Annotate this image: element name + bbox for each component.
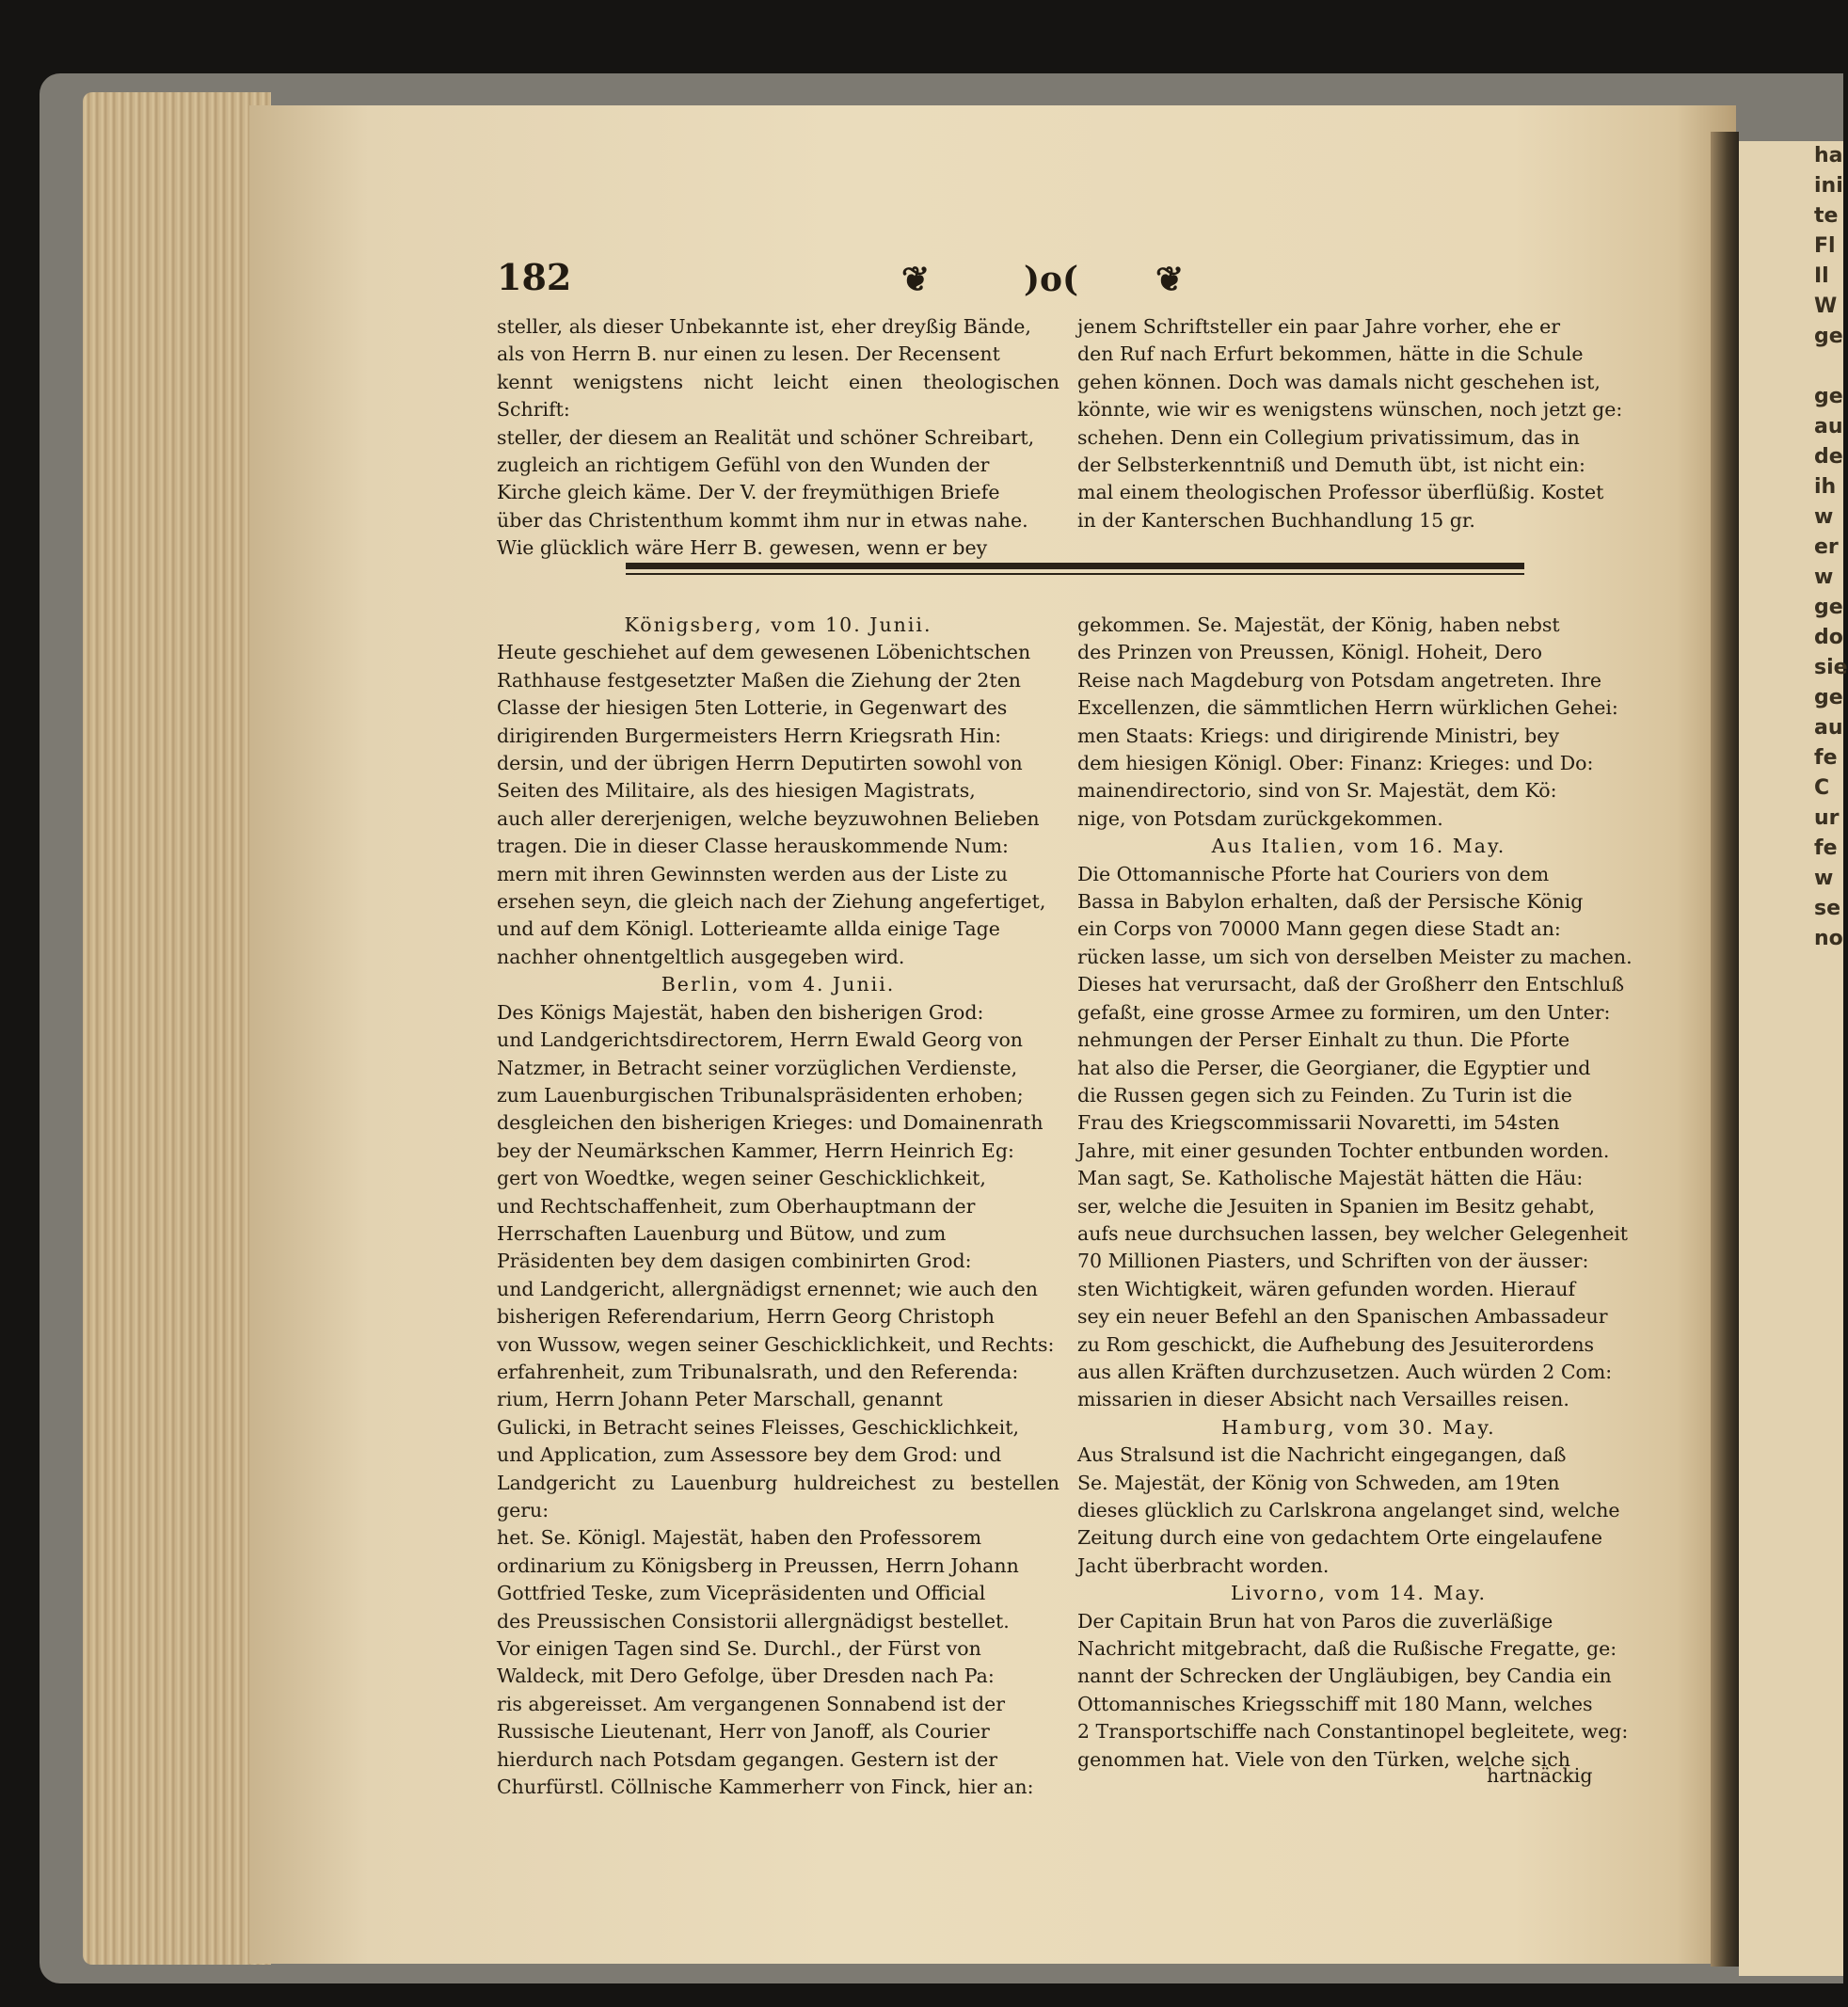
text-line: steller, der diesem an Realität und schöner Schreibart,: [497, 425, 1035, 449]
text-line: Herrschaften Lauenburg und Bütow, und zum: [497, 1221, 947, 1245]
review-text-right: [1077, 313, 1640, 534]
text-line: und Rechtschaffenheit, zum Oberhauptmann der: [497, 1194, 976, 1218]
next-page-fragment: se: [1814, 897, 1841, 920]
text-line: bey der Neumärkschen Kammer, Herrn Heinrich Eg:: [497, 1139, 1014, 1162]
text-line: und Landgericht, allergnädigst ernennet; wie auch den: [497, 1277, 1038, 1300]
next-page-fragment: w: [1814, 565, 1834, 589]
text-line: gekommen. Se. Majestät, der König, haben nebst: [1077, 613, 1560, 636]
text-line: gert von Woedtke, wegen seiner Geschicklichkeit,: [497, 1167, 986, 1190]
text-line: Berlin, vom 4. Junii.: [661, 973, 896, 996]
text-line: missarien in dieser Absicht nach Versailles reisen.: [1077, 1388, 1569, 1411]
next-page-fragment: C: [1814, 776, 1830, 800]
text-line: in der Kanterschen Buchhandlung 15 gr.: [1077, 508, 1475, 532]
text-line: Dieses hat verursacht, daß der Großherr den Entschluß: [1077, 973, 1625, 996]
text-line: aufs neue durchsuchen lassen, bey welcher Gelegenheit: [1077, 1221, 1628, 1245]
text-line: tragen. Die in dieser Classe herauskommende Num:: [497, 835, 1009, 858]
text-line: von Wussow, wegen seiner Geschicklichkeit, und Rechts:: [497, 1332, 1055, 1356]
text-line: ein Corps von 70000 Mann gegen diese Stadt an:: [1077, 917, 1561, 941]
page-edges: [83, 92, 271, 1965]
text-line: nige, von Potsdam zurückgekommen.: [1077, 806, 1443, 830]
text-line: Kirche gleich käme. Der V. der freymüthigen Briefe: [497, 481, 1000, 504]
text-line: sey ein neuer Befehl an den Spanischen Ambassadeur: [1077, 1305, 1608, 1329]
text-line: Excellenzen, die sämmtlichen Herrn würklichen Gehei:: [1077, 696, 1618, 720]
text-line: zu Rom geschickt, die Aufhebung des Jesuiterordens: [1077, 1332, 1595, 1356]
next-page-edge: [1739, 141, 1848, 1976]
text-line: Nachricht mitgebracht, daß die Rußische Fregatte, ge:: [1077, 1637, 1617, 1661]
text-line: Vor einigen Tagen sind Se. Durchl., der Fürst von: [497, 1637, 981, 1661]
text-line: die Russen gegen sich zu Feinden. Zu Turin ist die: [1077, 1083, 1572, 1107]
text-line: und Application, zum Assessore bey dem Grod: und: [497, 1443, 1002, 1467]
next-page-fragment: W: [1814, 295, 1838, 318]
divider-rule: [626, 563, 1524, 569]
text-line: ordinarium zu Königsberg in Preussen, Herrn Johann: [497, 1553, 1019, 1577]
next-page-fragment: de: [1814, 445, 1843, 469]
text-line: dersin, und der übrigen Herrn Deputirten sowohl von: [497, 752, 1023, 775]
text-line: zum Lauenburgischen Tribunalspräsidenten erhoben;: [497, 1083, 1024, 1107]
text-line: Churfürstl. Cöllnische Kammerherr von Finck, hier an:: [497, 1776, 1034, 1799]
next-page-fragment: [1814, 352, 1843, 382]
text-line: steller, als dieser Unbekannte ist, eher dreyßig Bände,: [497, 315, 1031, 338]
text-line: Wie glücklich wäre Herr B. gewesen, wenn er bey: [497, 536, 988, 560]
text-line: jenem Schriftsteller ein paar Jahre vorher, ehe er: [1077, 315, 1561, 338]
text-line: ser, welche die Jesuiten in Spanien im Besitz gehabt,: [1077, 1194, 1596, 1218]
text-line: hat also die Perser, die Georgianer, die Egyptier und: [1077, 1056, 1591, 1079]
text-line: und Landgerichtsdirectorem, Herrn Ewald Georg von: [497, 1028, 1024, 1052]
text-line: und auf dem Königl. Lotterieamte allda einige Tage: [497, 917, 1000, 941]
text-line: schehen. Denn ein Collegium privatissimum, das in: [1077, 425, 1580, 449]
text-line: den Ruf nach Erfurt bekommen, hätte in die Schule: [1077, 342, 1584, 366]
text-line: als von Herrn B. nur einen zu lesen. Der Recensent: [497, 342, 1000, 366]
news-column-left: [497, 612, 1059, 1801]
text-line: desgleichen den bisherigen Krieges: und Domainenrath: [497, 1111, 1043, 1135]
text-line: mal einem theologischen Professor überflüßig. Kostet: [1077, 481, 1604, 504]
next-page-fragment: ur: [1814, 806, 1840, 830]
text-line: Man sagt, Se. Katholische Majestät hätten die Häu:: [1077, 1167, 1584, 1190]
text-line: Ottomannisches Kriegsschiff mit 180 Mann, welches: [1077, 1692, 1593, 1715]
review-text-left: [497, 313, 1059, 563]
ornament-right: ❦: [1155, 260, 1185, 299]
next-page-fragment: ge: [1814, 385, 1843, 408]
text-line: Zeitung durch eine von gedachtem Orte eingelaufene: [1077, 1526, 1603, 1550]
text-line: Königsberg, vom 10. Junii.: [624, 613, 932, 636]
text-line: erfahrenheit, zum Tribunalsrath, und den Referenda:: [497, 1360, 1019, 1383]
text-line: dirigirenden Burgermeisters Herrn Kriegsrath Hin:: [497, 724, 1002, 747]
text-line: zugleich an richtigem Gefühl von den Wunden der: [497, 454, 990, 477]
text-line: Se. Majestät, der König von Schweden, am 19ten: [1077, 1471, 1560, 1494]
text-line: ersehen seyn, die gleich nach der Ziehung angefertiget,: [497, 890, 1046, 914]
text-line: Frau des Kriegscommissarii Novaretti, im 54sten: [1077, 1111, 1560, 1135]
text-line: mern mit ihren Gewinnsten werden aus der Liste zu: [497, 862, 1008, 885]
text-line: bisherigen Referendarium, Herrn Georg Christoph: [497, 1305, 995, 1329]
text-line: ris abgereisset. Am vergangenen Sonnabend ist der: [497, 1692, 1006, 1715]
next-page-fragment: w: [1814, 867, 1834, 890]
next-page-fragment: er: [1814, 535, 1839, 559]
next-page-fragment: no: [1814, 927, 1843, 950]
text-line: Präsidenten bey dem dasigen combinirten Grod:: [497, 1250, 972, 1273]
text-line: könnte, wie wir es wenigstens wünschen, noch jetzt ge:: [1077, 398, 1623, 422]
gutter: [1711, 132, 1739, 1967]
text-line: dieses glücklich zu Carlskrona angelanget sind, welche: [1077, 1499, 1620, 1521]
text-line: aus allen Kräften durchzusetzen. Auch würden 2 Com:: [1077, 1360, 1613, 1383]
text-line: Classe der hiesigen 5ten Lotterie, in Gegenwart des: [497, 696, 1008, 720]
text-line: gehen können. Doch was damals nicht geschehen ist,: [1077, 370, 1601, 393]
text-line: kennt wenigstens nicht leicht einen theologischen Schrift:: [497, 370, 1059, 422]
text-line: 70 Millionen Piasters, und Schriften von der äusser:: [1077, 1250, 1589, 1273]
text-line: hierdurch nach Potsdam gegangen. Gestern ist der: [497, 1747, 998, 1771]
text-line: mainendirectorio, sind von Sr. Majestät, dem Kö:: [1077, 779, 1557, 803]
next-page-fragment: ge: [1814, 686, 1843, 709]
text-line: Der Capitain Brun hat von Paros die zuverläßige: [1077, 1609, 1553, 1633]
next-page-fragment: fe: [1814, 836, 1838, 860]
text-line: rücken lasse, um sich von derselben Meister zu machen.: [1077, 945, 1633, 968]
text-line: gefaßt, eine grosse Armee zu formiren, um den Unter:: [1077, 1000, 1611, 1024]
next-page-fragment: w: [1814, 505, 1834, 529]
next-page-fragment: sie: [1814, 656, 1848, 679]
news-column-right: [1077, 612, 1640, 1774]
next-page-fragment: fe: [1814, 746, 1838, 770]
text-line: het. Se. Königl. Majestät, haben den Professorem: [497, 1526, 982, 1550]
text-line: Waldeck, mit Dero Gefolge, über Dresden nach Pa:: [497, 1665, 995, 1688]
text-line: Gottfried Teske, zum Vicepräsidenten und Official: [497, 1582, 986, 1605]
ornament-center: )o(: [1024, 260, 1079, 299]
text-line: Bassa in Babylon erhalten, daß der Persische König: [1077, 890, 1584, 914]
text-line: Livorno, vom 14. May.: [1230, 1582, 1488, 1605]
text-line: nannt der Schrecken der Ungläubigen, bey Candia ein: [1077, 1665, 1612, 1688]
text-line: Natzmer, in Betracht seiner vorzüglichen Verdienste,: [497, 1056, 1018, 1079]
text-line: auch aller dererjenigen, welche beyzuwohnen Belieben: [497, 806, 1040, 830]
page-number: 182: [497, 256, 572, 298]
text-line: Des Königs Majestät, haben den bisherigen Grod:: [497, 1000, 984, 1024]
text-line: Landgericht zu Lauenburg huldreichest zu bestellen geru:: [497, 1471, 1059, 1521]
text-line: Gulicki, in Betracht seines Fleisses, Geschicklichkeit,: [497, 1415, 1019, 1439]
next-page-fragment: do: [1814, 626, 1843, 649]
page-header: [497, 256, 1522, 309]
next-page-fragment: ih: [1814, 475, 1837, 499]
next-page-fragment: ha: [1814, 144, 1843, 167]
text-line: Jahre, mit einer gesunden Tochter entbunden worden.: [1077, 1139, 1610, 1162]
text-line: Heute geschiehet auf dem gewesenen Löbenichtschen: [497, 641, 1031, 664]
text-line: dem hiesigen Königl. Ober: Finanz: Krieges: und Do:: [1077, 752, 1594, 775]
next-page-fragment: ge: [1814, 596, 1843, 619]
next-page-fragment: te: [1814, 204, 1839, 228]
text-line: des Prinzen von Preussen, Königl. Hoheit, Dero: [1077, 641, 1542, 664]
text-line: Seiten des Militaire, als des hiesigen Magistrats,: [497, 779, 976, 803]
text-line: Aus Stralsund ist die Nachricht eingegangen, daß: [1077, 1443, 1567, 1467]
text-line: nachher ohnentgeltlich ausgegeben wird.: [497, 945, 905, 968]
next-page-fragment: Fl: [1814, 234, 1836, 258]
text-line: der Selbsterkenntniß und Demuth übt, ist nicht ein:: [1077, 454, 1585, 477]
text-line: Jacht überbracht worden.: [1077, 1553, 1330, 1577]
text-line: Rathhause festgesetzter Maßen die Ziehung der 2ten: [497, 668, 1021, 692]
text-line: Hamburg, vom 30. May.: [1221, 1415, 1496, 1439]
text-line: 2 Transportschiffe nach Constantinopel begleitete, weg:: [1077, 1720, 1629, 1744]
ornament-left: ❦: [901, 260, 931, 299]
text-line: über das Christenthum kommt ihm nur in etwas nahe.: [497, 508, 1028, 532]
text-line: men Staats: Kriegs: und dirigirende Ministri, bey: [1077, 724, 1560, 747]
next-page-fragment: ge: [1814, 325, 1843, 348]
next-page-fragment: au: [1814, 716, 1843, 740]
text-line: Aus Italien, vom 16. May.: [1211, 835, 1506, 858]
text-line: des Preussischen Consistorii allergnädigst bestellet.: [497, 1609, 1010, 1633]
next-page-fragment: ini: [1814, 174, 1843, 198]
text-line: Russische Lieutenant, Herr von Janoff, als Courier: [497, 1720, 990, 1744]
text-line: nehmungen der Perser Einhalt zu thun. Die Pforte: [1077, 1028, 1570, 1052]
text-line: genommen hat. Viele von den Türken, welche sich: [1077, 1747, 1570, 1771]
text-line: Die Ottomannische Pforte hat Couriers von dem: [1077, 862, 1550, 885]
divider-rule-thin: [626, 573, 1524, 575]
next-page-fragment: au: [1814, 415, 1843, 438]
catchword: hartnäckig: [1487, 1764, 1593, 1787]
next-page-fragment: Il: [1814, 264, 1829, 288]
text-line: Reise nach Magdeburg von Potsdam angetreten. Ihre: [1077, 668, 1601, 692]
text-line: sten Wichtigkeit, wären gefunden worden. Hierauf: [1077, 1277, 1576, 1300]
text-line: rium, Herrn Johann Peter Marschall, genannt: [497, 1388, 943, 1411]
